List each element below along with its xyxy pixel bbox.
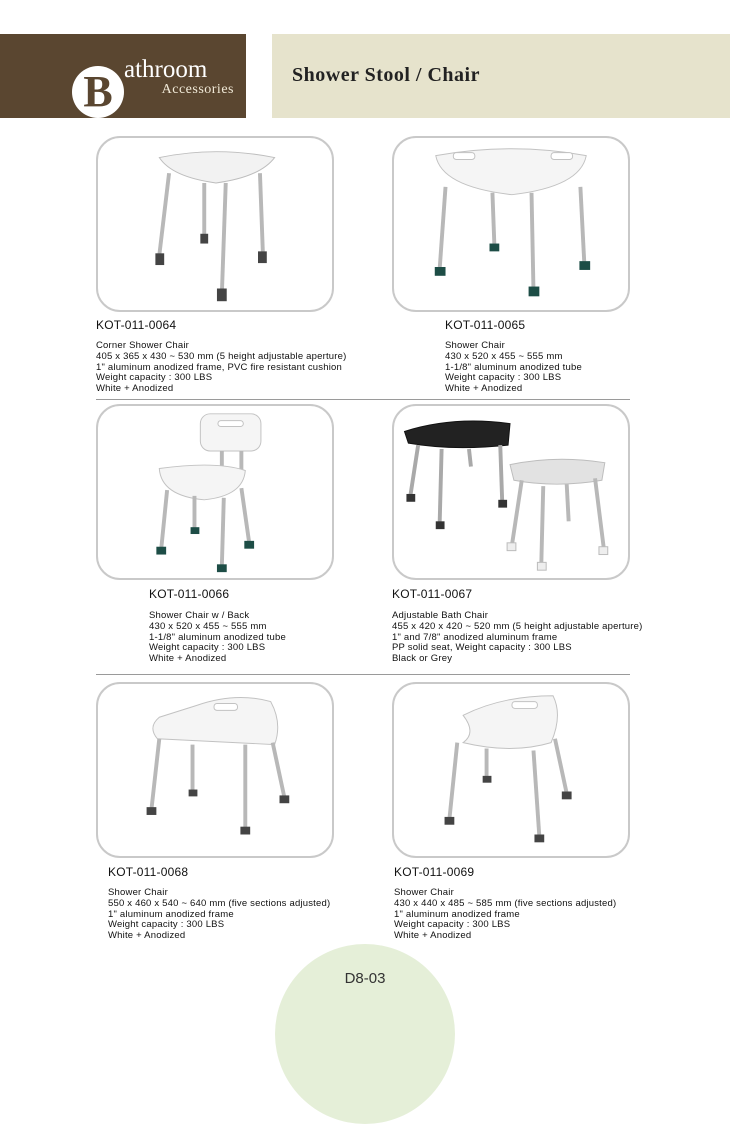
shower-chair-illustration [394, 138, 628, 310]
product-line: Shower Chair w / Back [149, 610, 250, 621]
product-line: White + Anodized [445, 383, 523, 395]
product-image-card-0067 [392, 404, 630, 580]
product-line: 550 x 460 x 540 ~ 640 mm (five sections adjusted) [108, 897, 331, 909]
product-line: 455 x 420 x 420 ~ 520 mm (5 height adjustable aperture) [392, 620, 643, 632]
product-line: 1-1/8" aluminum anodized tube [445, 361, 582, 373]
section-title: Shower Stool / Chair [292, 64, 480, 86]
product-line: 1" aluminum anodized frame [394, 908, 520, 920]
product-line: 405 x 365 x 430 ~ 530 mm (5 height adjustable aperture) [96, 350, 347, 362]
product-line: 430 x 520 x 455 ~ 555 mm [149, 620, 267, 632]
product-line: Adjustable Bath Chair [392, 610, 489, 621]
product-line: Weight capacity : 300 LBS [108, 919, 225, 931]
product-line: Black or Grey [392, 653, 453, 665]
corner-stool-illustration [98, 138, 332, 310]
shower-chair-with-handle-illustration [98, 684, 332, 856]
product-line: PP solid seat, Weight capacity : 300 LBS [392, 642, 572, 654]
product-image-card-0065 [392, 136, 630, 312]
product-line: 1" aluminum anodized frame, PVC fire resistant cushion [96, 361, 342, 373]
section-banner [272, 34, 730, 118]
brand-subtitle: Accessories [161, 82, 234, 97]
row-divider [96, 674, 630, 675]
product-line: Shower Chair [445, 340, 505, 351]
product-line: 1-1/8" aluminum anodized tube [149, 631, 286, 643]
page-number: D8-03 [344, 970, 386, 987]
brand-word: athroom [124, 56, 208, 83]
brand-initial: B [83, 67, 113, 116]
product-line: Weight capacity : 300 LBS [149, 642, 266, 654]
product-line: 430 x 520 x 455 ~ 555 mm [445, 350, 563, 362]
product-line: White + Anodized [108, 930, 186, 942]
product-line: Corner Shower Chair [96, 340, 190, 351]
product-line: White + Anodized [394, 930, 472, 942]
brand-logo-block [0, 34, 246, 118]
product-line: White + Anodized [96, 383, 174, 395]
product-code: KOT-011-0064 [96, 318, 177, 332]
product-image-card-0064 [96, 136, 334, 312]
product-image-card-0069 [392, 682, 630, 858]
product-line: White + Anodized [149, 653, 227, 665]
product-code: KOT-011-0067 [392, 587, 473, 601]
product-line: Weight capacity : 300 LBS [394, 919, 511, 931]
brand-initial-circle [72, 66, 124, 118]
product-line: 430 x 440 x 485 ~ 585 mm (five sections adjusted) [394, 897, 617, 909]
product-line: 1" and 7/8" anodized aluminum frame [392, 631, 558, 643]
product-description [445, 341, 582, 395]
shower-chair-with-back-illustration [98, 406, 332, 578]
product-image-card-0068 [96, 682, 334, 858]
product-line: Shower Chair [108, 887, 168, 898]
shower-chair-with-cutout-illustration [394, 684, 628, 856]
product-description [394, 888, 616, 942]
product-image-card-0066 [96, 404, 334, 580]
product-description [392, 611, 643, 665]
product-code: KOT-011-0068 [108, 865, 189, 879]
adjustable-bath-chair-illustration [394, 406, 628, 578]
product-line: Weight capacity : 300 LBS [96, 372, 213, 384]
product-code: KOT-011-0066 [149, 587, 230, 601]
product-description [96, 341, 347, 395]
product-code: KOT-011-0069 [394, 865, 475, 879]
product-code: KOT-011-0065 [445, 318, 526, 332]
product-line: 1" aluminum anodized frame [108, 908, 234, 920]
product-description [108, 888, 330, 942]
product-line: Weight capacity : 300 LBS [445, 372, 562, 384]
row-divider [96, 399, 630, 400]
page-number-circle [275, 944, 455, 1124]
product-description [149, 611, 286, 665]
product-line: Shower Chair [394, 887, 454, 898]
